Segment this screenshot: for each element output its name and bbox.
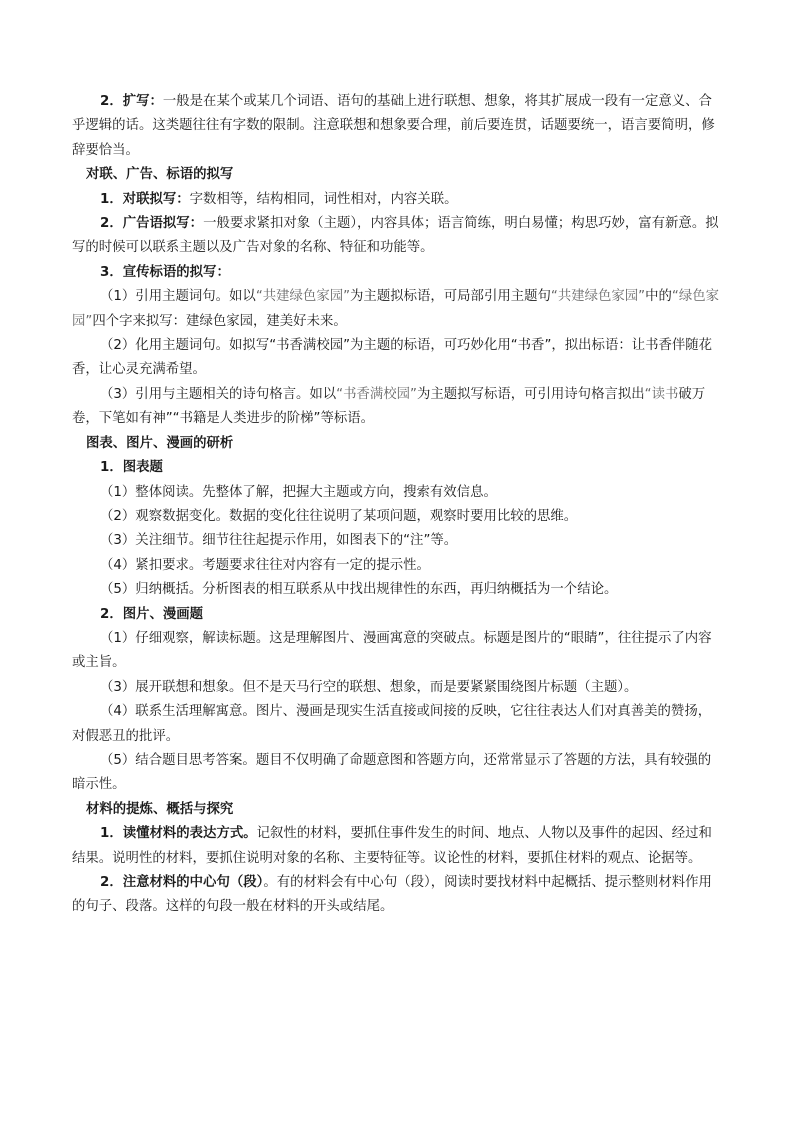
sub3-q1: “书香满校园” <box>336 386 417 402</box>
sub1-c: 中的 <box>645 289 672 305</box>
duilian-item1-text: 字数相等，结构相同，词性相对，内容关联。 <box>189 191 458 207</box>
sub1-q1: “共建绿色家园” <box>255 289 351 305</box>
heading-tubiao: 图表、图片、漫画的研析 <box>86 435 234 451</box>
duilian-item1-lead: 1．对联拟写： <box>100 191 190 207</box>
list-item: （3）展开联想和想象。但不是天马行空的联想、想象，而是要紧紧围绕图片标题（主题）。 <box>100 679 638 695</box>
cailiao-item2-text: 。有的材料会有中心句（段），阅读时要找材料中起概括、提示整则材料作用的句子、段落。这样的句段一般在材料的开头或结尾。 <box>72 875 712 915</box>
sub1-q2: “共建绿色家园” <box>550 289 646 305</box>
sub1-q3: “绿色家园” <box>72 289 720 329</box>
list-item: （5）结合题目思考答案。题目不仅明确了命题意图和答题方向，还常常显示了答题的方法，具有较强的暗示性。 <box>72 752 712 793</box>
sub1-b: 为主题拟标语，可局部引用主题句 <box>350 289 551 305</box>
tubiao-item2-lead: 2．图片、漫画题 <box>100 606 204 622</box>
paragraph-tubiao-2 <box>72 603 724 627</box>
list-item: （2）观察数据变化。数据的变化往往说明了某项问题，观察时要用比较的思维。 <box>100 508 578 524</box>
paragraph-duilian-3 <box>72 261 724 285</box>
sub1-a: （1）引用主题词句。如以 <box>100 289 256 305</box>
list-item: （3）关注细节。细节往往起提示作用，如图表下的“注”等。 <box>100 533 458 549</box>
duilian-item2-lead: 2．广告语拟写： <box>100 216 204 232</box>
paragraph-cailiao-1 <box>72 822 724 871</box>
heading-cailiao: 材料的提炼、概括与探究 <box>86 801 234 817</box>
paragraph-duilian-1 <box>72 188 724 212</box>
cailiao-item2-lead: 2．注意材料的中心句（段） <box>100 875 264 890</box>
paragraph-slogan-sub3 <box>72 383 724 432</box>
paragraph-slogan-sub2: （2）化用主题词句。如拟写“书香满校园”为主题的标语，可巧妙化用“书香”，拟出标语：让书香伴随花香，让心灵充满希望。 <box>72 338 713 378</box>
duilian-item3-lead: 3．宣传标语的拟写： <box>100 264 230 280</box>
tubiao-item1-lead: 1．图表题 <box>100 460 163 476</box>
list-item: （1）整体阅读。先整体了解，把握大主题或方向，搜索有效信息。 <box>100 484 497 500</box>
sub3-a: （3）引用与主题相关的诗句格言。如以 <box>100 386 337 402</box>
paragraph-cailiao-2 <box>72 871 724 920</box>
paragraph-tubiao-1 <box>72 456 724 480</box>
list-item: （4）紧扣要求。考题要求往往对内容有一定的提示性。 <box>100 557 430 573</box>
list-item: （4）联系生活理解寓意。图片、漫画是现实生活直接或间接的反映，它往往表达人们对真善美的赞扬，对假恶丑的批评。 <box>72 704 712 744</box>
list-item: （5）归纳概括。分析图表的相互联系从中找出规律性的东西，再归纳概括为一个结论。 <box>100 582 618 598</box>
cailiao-item1-lead: 1．读懂材料的表达方式。 <box>100 826 257 842</box>
list-item: （1）仔细观察，解读标题。这是理解图片、漫画寓意的突破点。标题是图片的“眼睛”，往往提示了内容或主旨。 <box>72 630 712 671</box>
heading-duilian: 对联、广告、标语的拟写 <box>86 167 234 183</box>
document-page <box>72 90 724 920</box>
kuoxie-text: 一般是在某个或某几个词语、语句的基础上进行联想、想象，将其扩展成一段有一定意义、合乎逻辑的话。这类题往往有字数的限制。注意联想和想象要合理，前后要连贯，话题要统一，语言要简明，修辞要恰当。 <box>72 94 715 158</box>
sub3-b: 为主题拟写标语，可引用诗句格言拟出 <box>417 386 645 402</box>
cailiao-item1-text: 记叙性的材料，要抓住事件发生的时间、地点、人物以及事件的起因、经过和结果。说明性的材料，要抓住说明对象的名称、主要特征等。议论性的材料，要抓住材料的观点、论据等。 <box>72 826 712 866</box>
kuoxie-lead: 2．扩写： <box>100 94 163 109</box>
sub3-q2: “读书 <box>644 386 679 402</box>
duilian-item2-text: 一般要求紧扣对象（主题），内容具体；语言简练，明白易懂；构思巧妙，富有新意。拟写的时候可以联系主题以及广告对象的名称、特征和功能等。 <box>72 216 719 256</box>
paragraph-kuoxie <box>72 90 724 163</box>
sub1-d: 四个字来拟写：建绿色家园，建美好未来。 <box>92 313 347 329</box>
paragraph-slogan-sub1 <box>72 285 724 334</box>
paragraph-duilian-2 <box>72 212 724 261</box>
sub3-c: 破万卷，下笔如有神”“书籍是人类进步的阶梯”等标语。 <box>72 386 706 427</box>
